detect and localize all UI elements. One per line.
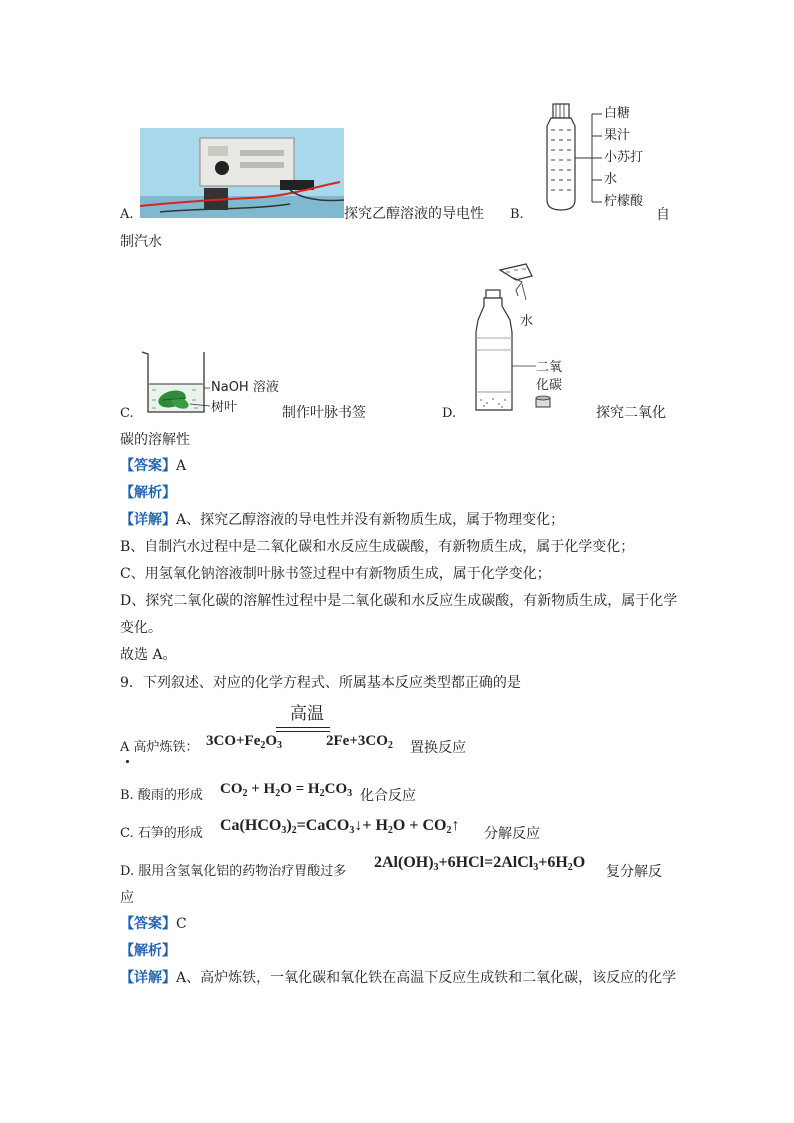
q9-d-type-1: 复分解反 [606,864,662,880]
q9-analysis-tag: 【解析】 [120,943,176,959]
bottle-label-citric-acid: 柠檬酸 [604,194,644,209]
q8-detail-line-3: C、用氢氧化钠溶液制叶脉书签过程中有新物质生成，属于化学变化； [120,566,551,582]
q8-detail-line-1 [120,510,564,530]
q9-b-equation: $CO_2 + H_2O = H_2CO_3$ [220,781,353,799]
opt-b-text-wrap: 制汽水 [120,234,162,250]
beaker-leaf-diagram [140,348,290,416]
q8-analysis [120,483,176,503]
bottle-label-baking-soda: 小苏打 [604,150,644,165]
q9-b-prefix: B. 酸雨的形成 [120,788,203,803]
q9-c-prefix: C. 石笋的形成 [120,826,203,841]
q8-answer [120,456,186,476]
q8-detail-text-1: A、探究乙醇溶液的导电性并没有新物质生成，属于物理变化； [176,512,565,528]
opt-c-text: 制作叶脉书签 [282,405,366,421]
q8-analysis-tag: 【解析】 [120,485,176,501]
q9-detail-text-1: A、高炉炼铁，一氧化碳和氧化铁在高温下反应生成铁和二氧化碳，该反应的化学 [176,970,677,986]
q8-answer-tag: 【答案】 [120,458,176,474]
q9-c-equation: $Ca(HCO_3)_2=CaCO_3↓+ H_2O$ + $CO_2↑$ [220,817,460,836]
soda-bottle-diagram [538,100,654,215]
q9-a-condition: 高温 [290,704,324,724]
opt-b-letter: B. [510,207,524,222]
q9-b-type: 化合反应 [360,788,416,804]
q9-answer [120,914,187,934]
co2-label-line1: 二氧 [536,360,563,375]
opt-d-text-right: 探究二氧化 [596,405,666,421]
q9-analysis [120,941,176,961]
q8-detail-tag: 【详解】 [120,512,176,528]
opt-a-text: 探究乙醇溶液的导电性 [344,206,484,222]
q8-detail-line-4: D、探究二氧化碳的溶解性过程中是二氧化碳和水反应生成碳酸，有新物质生成，属于化学 [120,593,678,609]
q8-detail-line-5: 变化。 [120,620,162,636]
opt-d-text-wrap: 碳的溶解性 [120,432,190,448]
co2-label-water: 水 [520,314,534,329]
q9-answer-value: C [176,916,187,932]
q9-d-prefix: D. 服用含氢氧化铝的药物治疗胃酸过多 [120,864,347,879]
q8-answer-value: A [176,458,187,474]
q9-d-type-2: 应 [120,890,134,906]
q9-a-eq-line-top [276,727,330,728]
q9-a-type: 置换反应 [410,740,466,756]
q9-detail-line-1 [120,968,676,988]
bottle-label-sugar: 白糖 [604,106,631,121]
q9-answer-tag: 【答案】 [120,916,176,932]
bottle-label-juice: 果汁 [604,128,631,143]
q9-a-prefix: A 高炉炼铁： [120,740,199,755]
q9-a-products: $2Fe+3CO_2$ [326,733,393,751]
q9-a-eq-line-bottom [276,731,330,732]
opt-c-letter: C. [120,406,134,421]
co2-label-line2: 化碳 [536,378,563,393]
opt-d-letter: D. [442,406,457,421]
q9-d-equation: $2Al(OH)_3+6HCl=2AlCl_3+6H_2O$ [374,854,586,873]
opt-b-text-right: 自 [656,207,670,223]
q9-c-type: 分解反应 [484,826,540,842]
conductivity-apparatus-photo [140,128,344,218]
bottle-label-water: 水 [604,172,618,187]
q8-detail-line-6: 故选 A。 [120,647,177,663]
q9-a-dot [126,760,129,763]
q9-a-reactants: $3CO+Fe_2O_3$ [206,733,283,751]
opt-a-letter: A. [120,207,134,222]
beaker-label-leaf: 树叶 [211,400,238,415]
q8-detail-line-2: B、自制汽水过程中是二氧化碳和水反应生成碳酸，有新物质生成，属于化学变化； [120,539,635,555]
q9-stem: 9．下列叙述、对应的化学方程式、所属基本反应类型都正确的是 [120,675,521,691]
q9-detail-tag: 【详解】 [120,970,176,986]
co2-bottle-diagram [472,260,592,416]
beaker-label-naoh: NaOH 溶液 [211,380,279,395]
